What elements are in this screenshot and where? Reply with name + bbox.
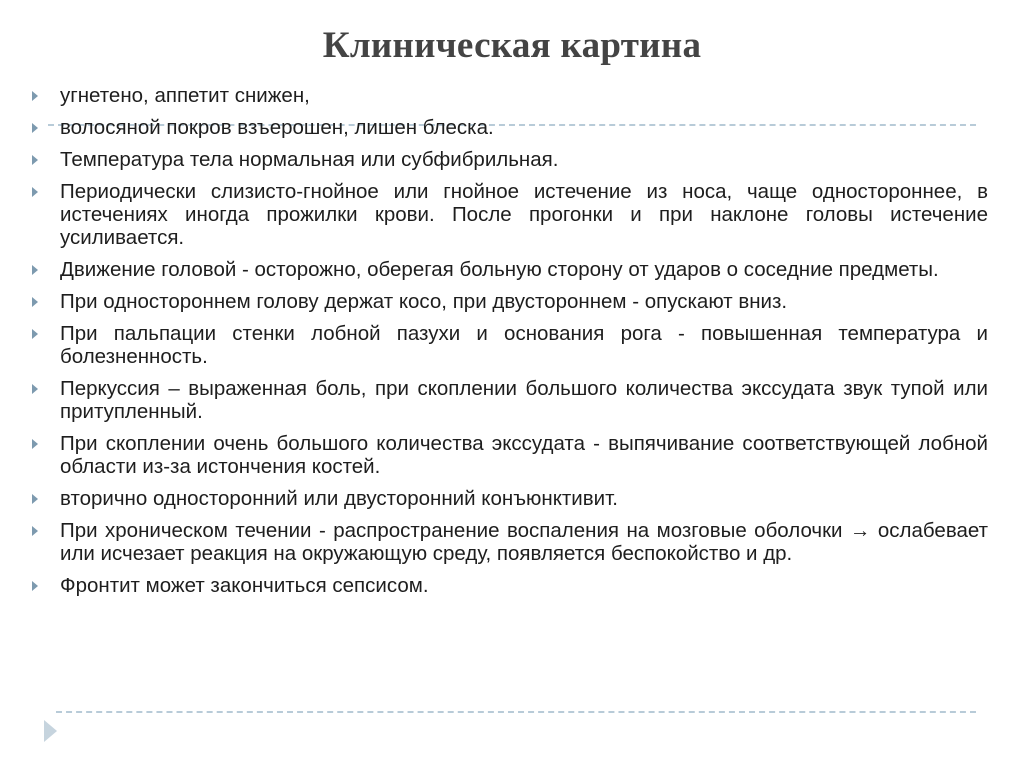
list-item — [30, 574, 988, 597]
list-item-text: волосяной покров взъерошен, лишен блеска. — [60, 116, 494, 139]
bullet-list — [30, 84, 988, 606]
list-item-text: Перкуссия – выраженная боль, при скоплении большого количества экссудата звук тупой или притупленный. — [60, 377, 988, 423]
list-item-text: угнетено, аппетит снижен, — [60, 84, 310, 107]
list-item — [30, 519, 988, 565]
list-item — [30, 180, 988, 249]
list-item — [30, 432, 988, 478]
bottom-divider — [56, 711, 976, 713]
bullet-triangle-icon — [32, 581, 38, 591]
bullet-triangle-icon — [32, 384, 38, 394]
list-item-text: Фронтит может закончиться сепсисом. — [60, 574, 429, 597]
bullet-triangle-icon — [32, 297, 38, 307]
bullet-triangle-icon — [32, 155, 38, 165]
footer-triangle-icon — [44, 720, 57, 742]
bullet-triangle-icon — [32, 329, 38, 339]
bullet-triangle-icon — [32, 123, 38, 133]
bullet-triangle-icon — [32, 265, 38, 275]
list-item — [30, 377, 988, 423]
bullet-triangle-icon — [32, 91, 38, 101]
slide-title: Клиническая картина — [322, 25, 702, 66]
bullet-triangle-icon — [32, 187, 38, 197]
bullet-triangle-icon — [32, 439, 38, 449]
bullet-triangle-icon — [32, 494, 38, 504]
list-item-text: При пальпации стенки лобной пазухи и основания рога - повышенная температура и болезненность. — [60, 322, 988, 368]
list-item-text: вторично односторонний или двусторонний конъюнктивит. — [60, 487, 618, 510]
list-item-text: Температура тела нормальная или субфибрильная. — [60, 148, 559, 171]
bullet-triangle-icon — [32, 526, 38, 536]
list-item — [30, 148, 988, 171]
list-item — [30, 487, 988, 510]
list-item — [30, 290, 988, 313]
list-item-text: При скоплении очень большого количества экссудата - выпячивание соответствующей лобной области из-за истончения костей. — [60, 432, 988, 478]
list-item — [30, 258, 988, 281]
list-item — [30, 116, 988, 139]
list-item-text: Движение головой - осторожно, оберегая больную сторону от ударов о соседние предметы. — [60, 258, 939, 281]
list-item — [30, 84, 988, 107]
list-item — [30, 322, 988, 368]
list-item-text: При хроническом течении - распространение воспаления на мозговые оболочки → ослабевает или исчезает реакция на окружающую среду, появляется беспокойство и др. — [60, 519, 988, 565]
list-item-text: Периодически слизисто-гнойное или гнойное истечение из носа, чаще одностороннее, в истечениях иногда прожилки крови. После прогонки и при наклоне головы истечение усиливается. — [60, 180, 988, 249]
list-item-text: При одностороннем голову держат косо, при двустороннем - опускают вниз. — [60, 290, 788, 313]
